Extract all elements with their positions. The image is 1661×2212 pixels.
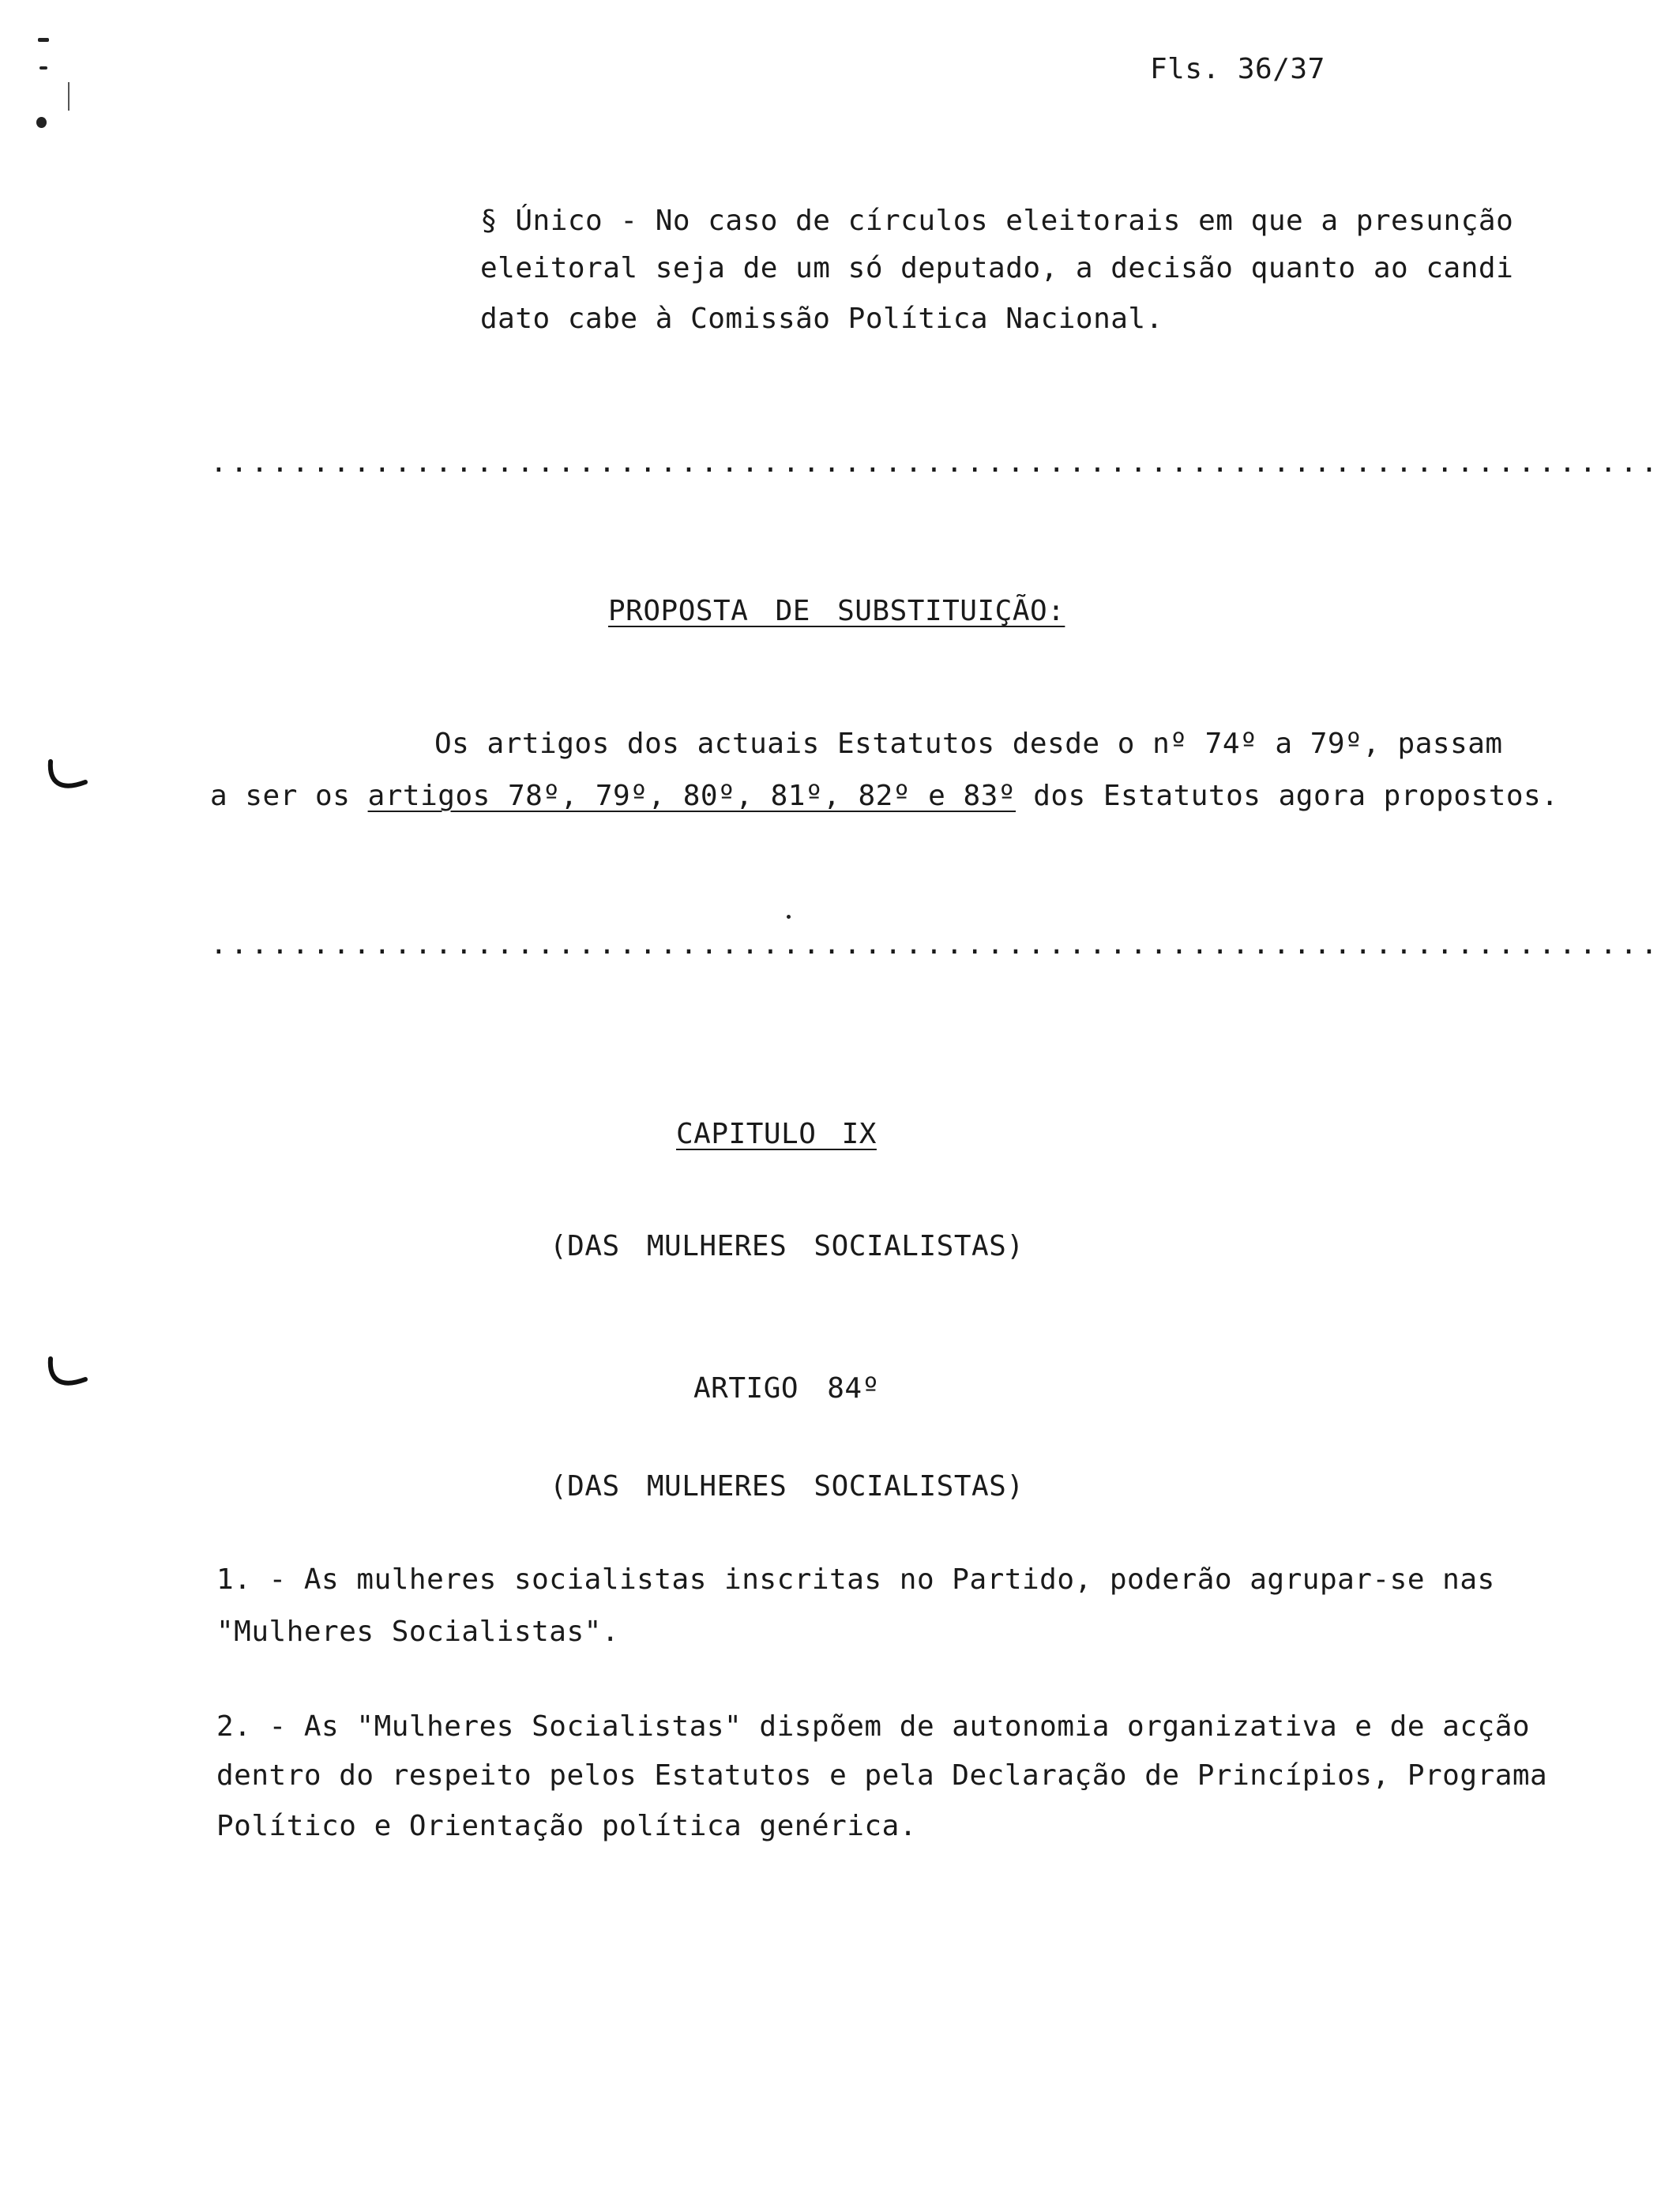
item-2-line-2: dentro do respeito pelos Estatutos e pela Declaração de Princípios, Programa <box>216 1759 1548 1792</box>
paragraph-unico-line-2: eleitoral seja de um só deputado, a decisão quanto ao candi <box>480 252 1514 284</box>
proposta-line-1: Os artigos dos actuais Estatutos desde o nº 74º a 79º, passam <box>434 728 1503 760</box>
artigo-subtitle: (DAS MULHERES SOCIALISTAS) <box>550 1470 1024 1503</box>
capitulo-subtitle: (DAS MULHERES SOCIALISTAS) <box>550 1230 1024 1262</box>
binder-mark <box>39 66 47 70</box>
proposta-articles-underlined: artigos 78º, 79º, 80º, 81º, 82º e 83º <box>367 780 1017 812</box>
item-2-line-3: Político e Orientação política genérica. <box>216 1810 917 1842</box>
paragraph-unico-line-3: dato cabe à Comissão Política Nacional. <box>480 303 1163 335</box>
item-1-line-2: "Mulheres Socialistas". <box>216 1616 619 1648</box>
check-mark-icon <box>44 1356 92 1395</box>
stray-dot <box>787 915 791 919</box>
proposta-line-2-end: dos Estatutos agora propostos. <box>1016 780 1559 812</box>
item-2-line-1: 2. - As "Mulheres Socialistas" dispõem de autonomia organizativa e de acção <box>216 1710 1531 1743</box>
item-1-line-1: 1. - As mulheres socialistas inscritas no Partido, poderão agrupar-se nas <box>216 1563 1495 1596</box>
dotted-separator: ....................................................................... <box>210 928 1661 961</box>
binder-hole <box>36 117 47 128</box>
proposta-line-2 <box>210 779 1558 814</box>
check-mark-icon <box>44 758 92 798</box>
binder-mark <box>38 38 49 42</box>
proposta-heading: PROPOSTA DE SUBSTITUIÇÃO: <box>608 595 1065 627</box>
dotted-separator: ....................................................................... <box>210 446 1661 479</box>
proposta-line-2-start: a ser os <box>210 780 368 812</box>
margin-line <box>68 82 70 111</box>
paragraph-unico-line-1: § Único - No caso de círculos eleitorais em que a presunção <box>480 205 1514 237</box>
folio-number: Fls. 36/37 <box>1150 53 1325 85</box>
artigo-heading: ARTIGO 84º <box>693 1372 880 1405</box>
capitulo-heading: CAPITULO IX <box>676 1118 877 1150</box>
